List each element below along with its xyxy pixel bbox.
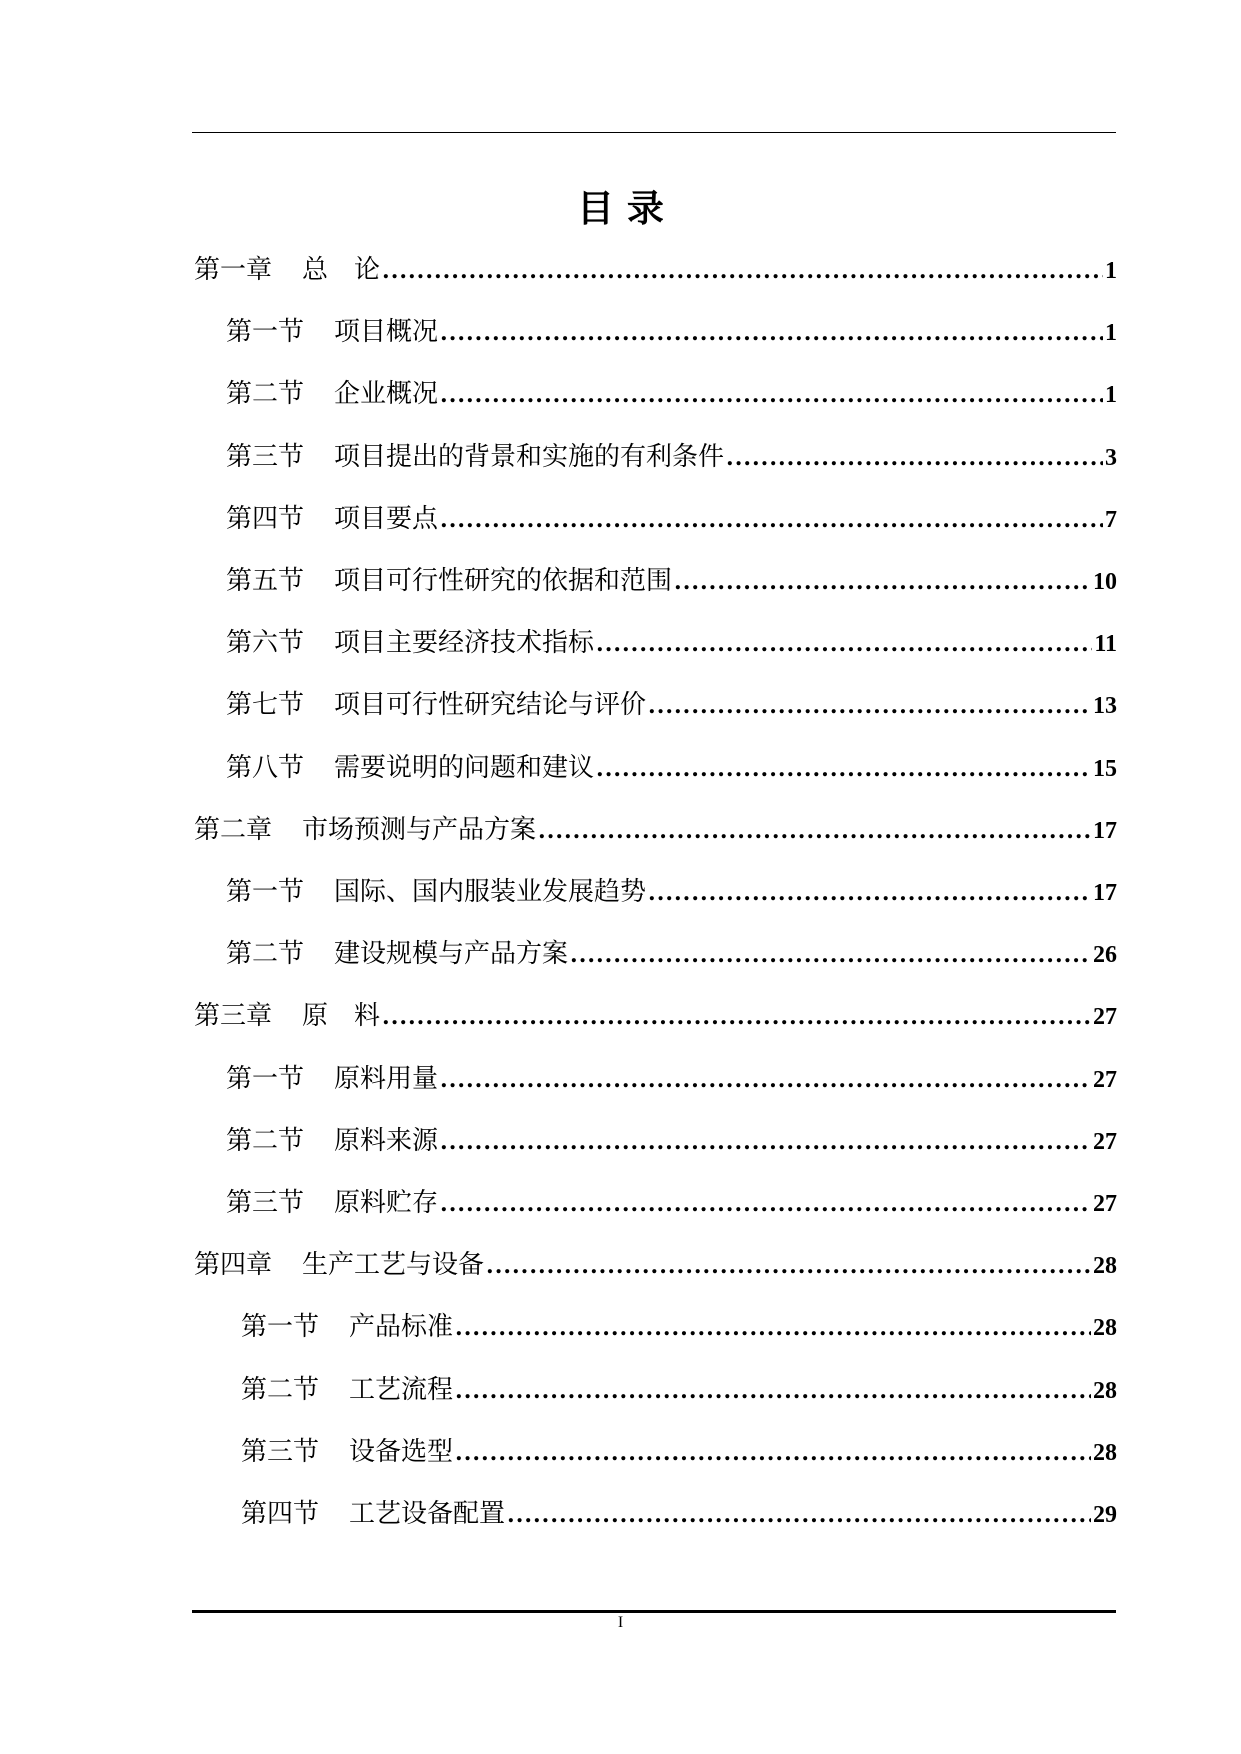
toc-dot-leader bbox=[726, 428, 1103, 488]
toc-section-entry[interactable] bbox=[226, 675, 1117, 735]
toc-entry-text: 原料贮存 bbox=[334, 1188, 439, 1218]
toc-dot-leader bbox=[455, 1423, 1091, 1483]
toc-entry-number: 第六节 bbox=[226, 628, 305, 659]
toc-entry-text: 需要说明的问题和建议 bbox=[334, 752, 595, 783]
toc-entry-label bbox=[241, 1360, 453, 1420]
toc-entry-page: 27 bbox=[1093, 1128, 1117, 1155]
toc-section-entry[interactable] bbox=[226, 489, 1117, 549]
toc-entry-page: 28 bbox=[1093, 1315, 1117, 1342]
toc-dot-leader bbox=[538, 801, 1091, 861]
toc-entry-label bbox=[241, 1297, 453, 1357]
toc-entry-text: 原料来源 bbox=[334, 1125, 439, 1156]
toc-entry-text: 项目要点 bbox=[334, 503, 439, 534]
toc-entry-page: 27 bbox=[1093, 1191, 1117, 1217]
toc-entry-number: 第三节 bbox=[241, 1436, 320, 1467]
toc-entry-number: 第四节 bbox=[241, 1499, 320, 1529]
toc-entry-page: 17 bbox=[1093, 880, 1117, 906]
toc-entry-page: 27 bbox=[1093, 1004, 1117, 1031]
toc-entry-label bbox=[226, 302, 438, 362]
toc-entry-label bbox=[226, 924, 568, 984]
toc-entry-text: 市场预测与产品方案 bbox=[302, 814, 537, 845]
toc-dot-leader bbox=[440, 1112, 1091, 1172]
toc-entry-page: 10 bbox=[1093, 569, 1117, 595]
toc-section-entry[interactable] bbox=[226, 738, 1117, 798]
header-rule bbox=[192, 132, 1116, 133]
toc-entry-page: 28 bbox=[1093, 1439, 1117, 1466]
toc-entry-number: 第二节 bbox=[241, 1374, 320, 1405]
toc-dot-leader bbox=[596, 614, 1092, 674]
toc-entry-label bbox=[226, 489, 438, 549]
toc-entry-page: 1 bbox=[1105, 382, 1117, 409]
toc-dot-leader bbox=[455, 1361, 1091, 1421]
toc-entry-number: 第二节 bbox=[226, 1125, 305, 1156]
toc-entry-number: 第一节 bbox=[226, 877, 305, 907]
toc-section-entry[interactable] bbox=[226, 613, 1117, 673]
toc-entry-page: 1 bbox=[1105, 258, 1117, 284]
toc-dot-leader bbox=[648, 676, 1091, 736]
toc-entry-text: 原料用量 bbox=[334, 1063, 439, 1094]
toc-dot-leader bbox=[596, 739, 1091, 799]
toc-entry-page: 26 bbox=[1093, 942, 1117, 969]
toc-entry-label bbox=[194, 1235, 484, 1295]
toc-section-entry[interactable] bbox=[241, 1484, 1117, 1544]
toc-entry-page: 15 bbox=[1093, 755, 1117, 782]
toc-entry-label bbox=[226, 613, 594, 673]
toc-dot-leader bbox=[440, 303, 1103, 363]
toc-entry-label bbox=[226, 1111, 438, 1171]
toc-dot-leader bbox=[486, 1236, 1091, 1296]
toc-entry-page: 27 bbox=[1093, 1066, 1117, 1093]
toc-entry-text: 项目主要经济技术指标 bbox=[334, 628, 595, 659]
toc-section-entry[interactable] bbox=[241, 1360, 1117, 1420]
toc-title: 目 录 bbox=[577, 187, 664, 230]
toc-entry-number: 第二章 bbox=[194, 814, 273, 845]
toc-entry-label bbox=[194, 800, 536, 860]
toc-entry-text: 项目提出的背景和实施的有利条件 bbox=[334, 441, 725, 472]
toc-dot-leader bbox=[440, 1174, 1091, 1234]
toc-entry-text: 设备选型 bbox=[349, 1436, 454, 1467]
toc-dot-leader bbox=[570, 925, 1091, 985]
toc-entry-label bbox=[194, 240, 380, 300]
toc-entry-text: 国际、国内服装业发展趋势 bbox=[334, 877, 647, 907]
toc-entry-label bbox=[226, 1049, 438, 1109]
toc-chapter-entry[interactable] bbox=[194, 800, 1117, 860]
toc-entry-label bbox=[226, 364, 438, 424]
toc-section-entry[interactable] bbox=[226, 862, 1117, 922]
footer-rule bbox=[192, 1610, 1116, 1613]
toc-entry-label bbox=[226, 1173, 438, 1233]
page-number: I bbox=[617, 1614, 624, 1631]
toc-section-entry[interactable] bbox=[226, 364, 1117, 424]
toc-entry-text: 产品标准 bbox=[349, 1312, 454, 1343]
toc-entry-text: 总 论 bbox=[302, 255, 381, 285]
toc-section-entry[interactable] bbox=[226, 302, 1117, 362]
toc-entry-number: 第二节 bbox=[226, 379, 305, 410]
toc-dot-leader bbox=[648, 863, 1091, 923]
toc-entry-page: 29 bbox=[1093, 1502, 1117, 1528]
toc-entry-number: 第三节 bbox=[226, 441, 305, 472]
toc-entry-page: 3 bbox=[1105, 444, 1117, 471]
toc-entry-page: 11 bbox=[1094, 631, 1117, 658]
toc-entry-number: 第四章 bbox=[194, 1250, 273, 1281]
toc-chapter-entry[interactable] bbox=[194, 986, 1117, 1046]
toc-entry-text: 项目概况 bbox=[334, 317, 439, 348]
toc-entry-label bbox=[226, 738, 594, 798]
toc-entry-text: 项目可行性研究的依据和范围 bbox=[334, 566, 673, 596]
toc-section-entry[interactable] bbox=[241, 1297, 1117, 1357]
toc-dot-leader bbox=[440, 365, 1103, 425]
toc-dot-leader bbox=[382, 987, 1091, 1047]
toc-entry-number: 第二节 bbox=[226, 939, 305, 970]
toc-entry-label bbox=[241, 1484, 505, 1544]
toc-dot-leader bbox=[455, 1298, 1091, 1358]
toc-section-entry[interactable] bbox=[226, 427, 1117, 487]
toc-entry-text: 建设规模与产品方案 bbox=[334, 939, 569, 970]
toc-section-entry[interactable] bbox=[226, 1173, 1117, 1233]
toc-entry-label bbox=[226, 862, 646, 922]
toc-entry-page: 28 bbox=[1093, 1253, 1117, 1280]
toc-entry-text: 生产工艺与设备 bbox=[302, 1250, 485, 1281]
toc-chapter-entry[interactable] bbox=[194, 1235, 1117, 1295]
toc-entry-number: 第三章 bbox=[194, 1001, 273, 1032]
toc-entry-label bbox=[226, 551, 672, 611]
toc-dot-leader bbox=[674, 552, 1091, 612]
toc-section-entry[interactable] bbox=[226, 1111, 1117, 1171]
toc-entry-number: 第一章 bbox=[194, 255, 273, 285]
toc-dot-leader bbox=[382, 241, 1103, 301]
toc-entry-label bbox=[194, 986, 380, 1046]
toc-entry-number: 第三节 bbox=[226, 1188, 305, 1218]
toc-entry-number: 第五节 bbox=[226, 566, 305, 596]
toc-dot-leader bbox=[440, 1050, 1091, 1110]
toc-chapter-entry[interactable] bbox=[194, 240, 1117, 300]
toc-section-entry[interactable] bbox=[241, 1422, 1117, 1482]
toc-entry-number: 第一节 bbox=[226, 1063, 305, 1094]
toc-entry-label bbox=[226, 675, 646, 735]
toc-entry-number: 第四节 bbox=[226, 503, 305, 534]
toc-section-entry[interactable] bbox=[226, 924, 1117, 984]
toc-entry-page: 1 bbox=[1105, 320, 1117, 347]
toc-entry-text: 项目可行性研究结论与评价 bbox=[334, 690, 647, 721]
toc-entry-text: 原 料 bbox=[302, 1001, 381, 1032]
toc-dot-leader bbox=[507, 1485, 1091, 1545]
toc-entry-number: 第一节 bbox=[226, 317, 305, 348]
toc-entry-label bbox=[241, 1422, 453, 1482]
toc-entry-text: 企业概况 bbox=[334, 379, 439, 410]
toc-entry-page: 17 bbox=[1093, 817, 1117, 844]
toc-entry-number: 第七节 bbox=[226, 690, 305, 721]
toc-entry-text: 工艺流程 bbox=[349, 1374, 454, 1405]
toc-entry-page: 7 bbox=[1105, 506, 1117, 533]
toc-entry-text: 工艺设备配置 bbox=[349, 1499, 506, 1529]
toc-entry-page: 28 bbox=[1093, 1377, 1117, 1404]
toc-section-entry[interactable] bbox=[226, 551, 1117, 611]
toc-entry-number: 第一节 bbox=[241, 1312, 320, 1343]
toc-section-entry[interactable] bbox=[226, 1049, 1117, 1109]
toc-entry-number: 第八节 bbox=[226, 752, 305, 783]
toc-entry-page: 13 bbox=[1093, 693, 1117, 720]
toc-entry-label bbox=[226, 427, 724, 487]
toc-dot-leader bbox=[440, 490, 1103, 550]
